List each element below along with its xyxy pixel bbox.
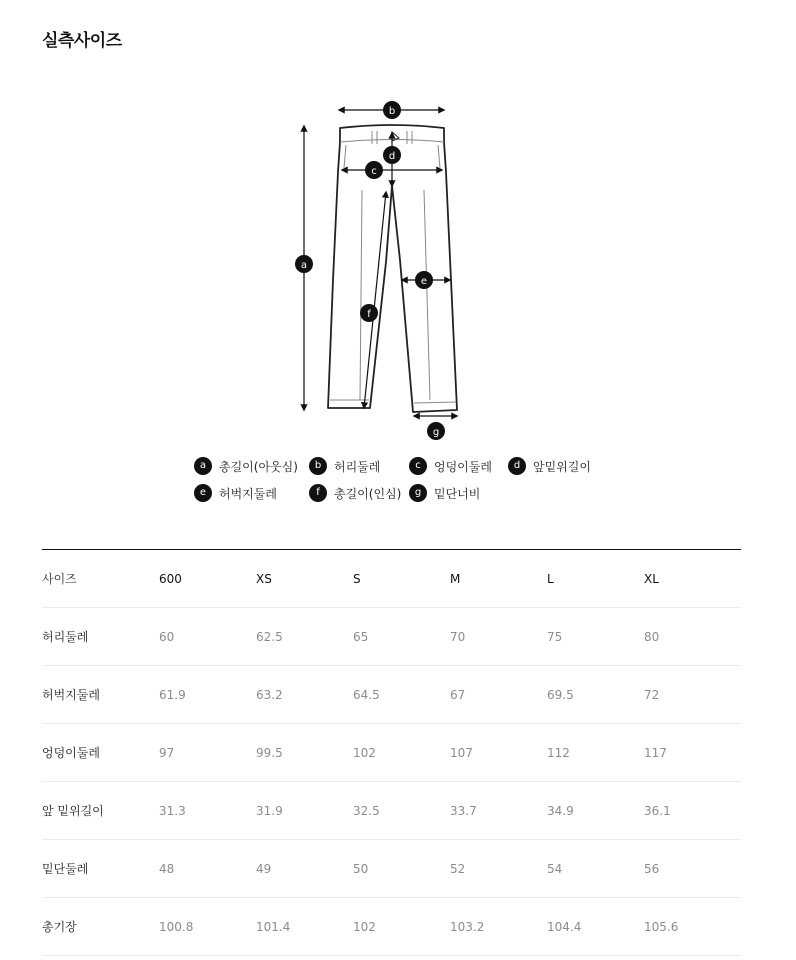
table-cell: 112 <box>547 724 644 782</box>
table-cell: 67 <box>450 666 547 724</box>
table-cell: 62.5 <box>256 608 353 666</box>
legend-item-f <box>309 484 401 502</box>
table-row <box>42 898 741 956</box>
svg-text:c: c <box>371 166 377 177</box>
table-cell: 97 <box>159 724 256 782</box>
table-cell: 117 <box>644 724 741 782</box>
legend-item-b <box>309 457 380 475</box>
legend-item-e <box>194 484 277 502</box>
table-cell: 69.5 <box>547 666 644 724</box>
table-cell: 107 <box>450 724 547 782</box>
table-cell: 63.2 <box>256 666 353 724</box>
legend-label: 앞밑위길이 <box>533 459 591 474</box>
size-header-xs: XS <box>256 550 353 608</box>
table-cell: 56 <box>644 840 741 898</box>
table-row <box>42 782 741 840</box>
size-header-s: S <box>353 550 450 608</box>
legend-item-d <box>508 457 591 475</box>
legend-badge: c <box>409 457 427 475</box>
svg-text:f: f <box>367 309 371 320</box>
table-cell: 60 <box>159 608 256 666</box>
size-header-label: 사이즈 <box>42 550 159 608</box>
pants-details <box>330 131 456 403</box>
table-cell: 80 <box>644 608 741 666</box>
legend-item-c <box>409 457 492 475</box>
table-cell: 61.9 <box>159 666 256 724</box>
row-label: 총기장 <box>42 898 159 956</box>
legend-badge: b <box>309 457 327 475</box>
legend-badge: g <box>409 484 427 502</box>
legend-label: 총길이(인심) <box>334 486 402 501</box>
measurement-lines <box>304 110 457 416</box>
table-cell: 105.6 <box>644 898 741 956</box>
table-cell: 101.4 <box>256 898 353 956</box>
legend-badge: d <box>508 457 526 475</box>
table-row <box>42 840 741 898</box>
table-cell: 36.1 <box>644 782 741 840</box>
size-header-l: L <box>547 550 644 608</box>
page-title: 실측사이즈 <box>42 31 122 51</box>
pants-measurement-diagram <box>0 0 796 450</box>
table-cell: 102 <box>353 724 450 782</box>
marker-f <box>360 304 378 322</box>
legend-label: 밑단너비 <box>434 486 481 501</box>
row-label: 밑단둘레 <box>42 840 159 898</box>
table-cell: 31.3 <box>159 782 256 840</box>
row-label: 앞 밑위길이 <box>42 782 159 840</box>
table-cell: 31.9 <box>256 782 353 840</box>
table-cell: 102 <box>353 898 450 956</box>
marker-a <box>295 255 313 273</box>
size-header-xl: XL <box>644 550 741 608</box>
svg-text:a: a <box>300 260 308 271</box>
marker-e <box>415 271 433 289</box>
marker-c <box>365 161 383 179</box>
svg-text:d: d <box>388 151 396 162</box>
table-cell: 70 <box>450 608 547 666</box>
table-cell: 32.5 <box>353 782 450 840</box>
table-cell: 65 <box>353 608 450 666</box>
legend-label: 허리둘레 <box>334 459 381 474</box>
size-header-m: M <box>450 550 547 608</box>
table-cell: 48 <box>159 840 256 898</box>
table-cell: 100.8 <box>159 898 256 956</box>
table-row <box>42 608 741 666</box>
row-label: 허리둘레 <box>42 608 159 666</box>
legend-label: 허벅지둘레 <box>219 486 277 501</box>
legend-label: 총길이(아웃심) <box>219 459 298 474</box>
table-cell: 50 <box>353 840 450 898</box>
marker-g <box>427 422 445 440</box>
row-label: 허벅지둘레 <box>42 666 159 724</box>
marker-b <box>383 101 401 119</box>
size-table <box>42 549 741 956</box>
svg-text:e: e <box>420 276 428 287</box>
table-header-row <box>42 550 741 608</box>
table-cell: 33.7 <box>450 782 547 840</box>
table-cell: 75 <box>547 608 644 666</box>
table-cell: 52 <box>450 840 547 898</box>
table-cell: 99.5 <box>256 724 353 782</box>
table-cell: 64.5 <box>353 666 450 724</box>
table-cell: 49 <box>256 840 353 898</box>
table-cell: 103.2 <box>450 898 547 956</box>
table-cell: 104.4 <box>547 898 644 956</box>
legend-badge: f <box>309 484 327 502</box>
svg-text:g: g <box>432 427 440 438</box>
row-label: 엉덩이둘레 <box>42 724 159 782</box>
table-row <box>42 666 741 724</box>
svg-text:b: b <box>388 106 396 117</box>
table-row <box>42 724 741 782</box>
marker-d <box>383 146 401 164</box>
legend-item-a <box>194 457 298 475</box>
size-header-600: 600 <box>159 550 256 608</box>
legend-badge: a <box>194 457 212 475</box>
table-cell: 34.9 <box>547 782 644 840</box>
legend-badge: e <box>194 484 212 502</box>
table-cell: 54 <box>547 840 644 898</box>
table-cell: 72 <box>644 666 741 724</box>
legend-item-g <box>409 484 480 502</box>
legend-label: 엉덩이둘레 <box>434 459 492 474</box>
